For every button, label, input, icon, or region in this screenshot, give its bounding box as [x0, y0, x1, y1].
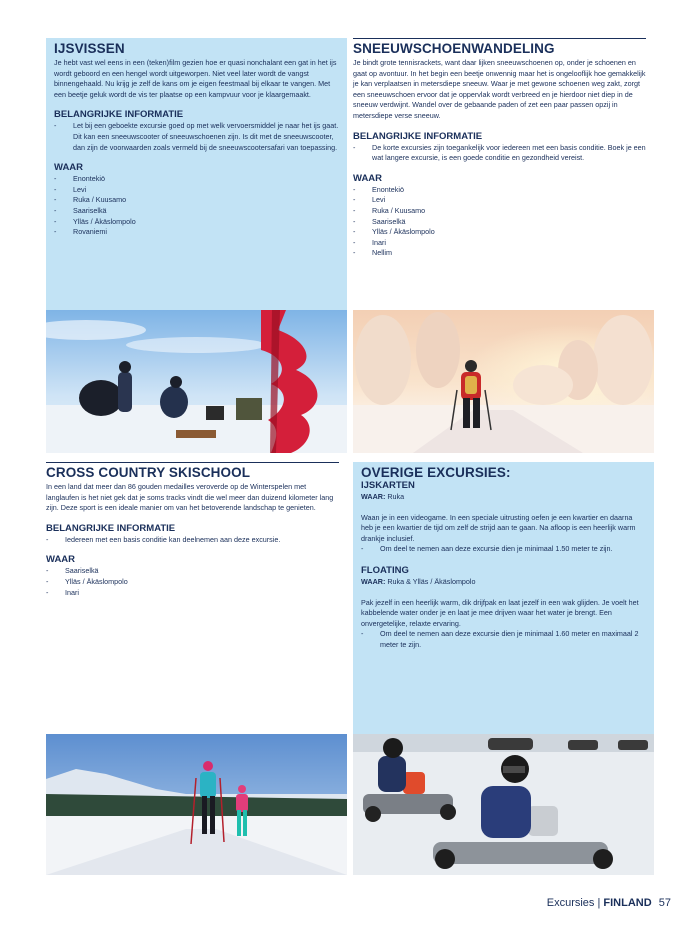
overige-title: OVERIGE EXCURSIES: — [361, 465, 511, 480]
cross-country-ski-photo — [46, 734, 347, 875]
ijskarten-where — [361, 492, 646, 503]
where-value: Ruka — [387, 492, 405, 501]
list-item: - Ruka / Kuusamo — [353, 206, 646, 217]
crosscountry-panel — [46, 462, 347, 734]
ice-karting-photo — [353, 734, 654, 875]
list-item: - Saariselkä — [54, 206, 339, 217]
crosscountry-info-heading: BELANGRIJKE INFORMATIE — [46, 522, 176, 534]
list-item: - Levi — [54, 185, 339, 196]
sneeuwschoen-where-list — [353, 185, 646, 259]
crosscountry-where-list — [46, 566, 339, 598]
crosscountry-title: CROSS COUNTRY SKISCHOOL — [46, 465, 251, 480]
floating-heading: FLOATING — [361, 564, 409, 576]
list-item: - Ylläs / Äkäslompolo — [54, 217, 339, 228]
list-item: - Saariselkä — [46, 566, 339, 577]
crosscountry-where-heading: WAAR — [46, 554, 76, 566]
ijskarten-heading: IJSKARTEN — [361, 480, 415, 491]
ijsvissen-intro: Je hebt vast wel eens in een (teken)film gezien hoe er quasi nonchalant een gat in het ijs wordt geboord en een hengel wordt uitgeworpen. Niet veel later wordt de vangst binnengehaald. Nu krijg je zelf de kans om je eigen feestmaal bij elkaar te vangen. Met een beetje geluk wordt de vis ter plaatse op een kampvuur voor je klaargemaakt. — [54, 58, 337, 99]
list-item: - Inari — [353, 238, 646, 249]
list-item: - Iedereen met een basis conditie kan deelnemen aan deze excursie. — [46, 535, 339, 546]
page-footer — [547, 897, 671, 909]
divider — [353, 38, 646, 39]
sneeuwschoen-where-heading: WAAR — [353, 172, 383, 184]
crosscountry-intro: In een land dat meer dan 86 gouden medailles veroverde op de Winterspelen met langlaufen is het niet gek dat je soms tracks vindt die wel meer dan duizend kilometer lang zijn. Deze sport is een ideale manier om van het betoverende landschap te genieten. — [46, 482, 334, 513]
list-item: - Let bij een geboekte excursie goed op met welk vervoersmiddel je naar het ijs gaat. Dit kan een sneeuwscooter of sneeuwschoenen zijn. Is dit met de sneeuwscooter, dan zijn de voorwaarden zoals vermeld bij de sneeuwscootersafari van toepassing. — [54, 121, 339, 153]
ijskarten-list — [361, 544, 646, 555]
ice-fishing-photo — [46, 310, 347, 453]
where-value: Ruka & Ylläs / Äkäslompolo — [387, 576, 476, 586]
footer-section: Excursies — [546, 897, 595, 909]
overige-panel — [353, 462, 654, 734]
where-label: WAAR: — [361, 492, 386, 501]
sneeuwschoen-intro: Je bindt grote tennisrackets, want daar lijken sneeuwschoenen op, onder je schoenen en gaat op avontuur. In het begin een beetje onwennig maar het is ongelooflijk hoe gemakkelijk je kan verplaatsen in metersdiepe sneeuw. Waar je met gewone schoenen weg zakt, zorgt een sneeuwschoen ervoor dat je oppervlak wordt verbreed en je hierdoor niet diep in de sneeuw verdwijnt. Wandel over de gebaande paden of zet een paar passen opzij in metersdiepe verse sneeuw. — [353, 58, 646, 120]
list-item: - Enontekiö — [54, 174, 339, 185]
floating-list — [361, 629, 646, 650]
crosscountry-info-list — [46, 535, 339, 546]
list-item: - Inari — [46, 588, 339, 599]
sneeuwschoen-panel — [353, 38, 654, 310]
list-item: - Nellim — [353, 248, 646, 259]
list-item: - Saariselkä — [353, 217, 646, 228]
ijsvissen-info-heading: BELANGRIJKE INFORMATIE — [54, 109, 184, 121]
list-item: - Ylläs / Äkäslompolo — [353, 227, 646, 238]
ijsvissen-where-heading: WAAR — [54, 162, 84, 174]
floating-text: Pak jezelf in een heerlijk warm, dik drijfpak en laat jezelf in een wak glijden. Je voelt het kabbelende water onder je en laat je mee drijven waar het water je brengt. Een onvergetelijke, relaxte ervaring. — [361, 597, 639, 628]
list-item: - Om deel te nemen aan deze excursie dien je minimaal 1.60 meter en maximaal 2 meter te zijn. — [361, 629, 646, 650]
ijsvissen-title: IJSVISSEN — [54, 41, 125, 56]
ijsvissen-info-list — [54, 121, 339, 153]
page-number: 57 — [658, 897, 671, 909]
ijsvissen-where-list — [54, 174, 339, 238]
footer-separator: | — [597, 897, 601, 909]
ijskarten-text: Waan je in een videogame. In een speciale uitrusting oefen je een kwartier en daarna heb je een kwartier de tijd om zelf de strijd aan te gaan. Na afloop is een heerlijk warm drankje inclusief. — [361, 512, 636, 543]
sneeuwschoen-title: SNEEUWSCHOENWANDELING — [353, 41, 555, 56]
snowshoe-forest-photo — [353, 310, 654, 453]
footer-country: FINLAND — [603, 897, 652, 909]
list-item: - Enontekiö — [353, 185, 646, 196]
list-item: - Ruka / Kuusamo — [54, 195, 339, 206]
list-item: - Ylläs / Äkäslompolo — [46, 577, 339, 588]
list-item: - De korte excursies zijn toegankelijk voor iedereen met een basis conditie. Boek je een wat langere excursie, is een goede conditie en gezondheid vereist. — [353, 143, 646, 164]
sneeuwschoen-info-heading: BELANGRIJKE INFORMATIE — [353, 130, 483, 142]
where-label: WAAR: — [361, 576, 386, 586]
floating-where — [361, 577, 646, 588]
list-item: - Om deel te nemen aan deze excursie dien je minimaal 1.50 meter te zijn. — [361, 544, 646, 555]
list-item: - Levi — [353, 195, 646, 206]
divider — [46, 462, 339, 463]
sneeuwschoen-info-list — [353, 143, 646, 164]
ijsvissen-panel — [46, 38, 347, 310]
list-item: - Rovaniemi — [54, 227, 339, 238]
